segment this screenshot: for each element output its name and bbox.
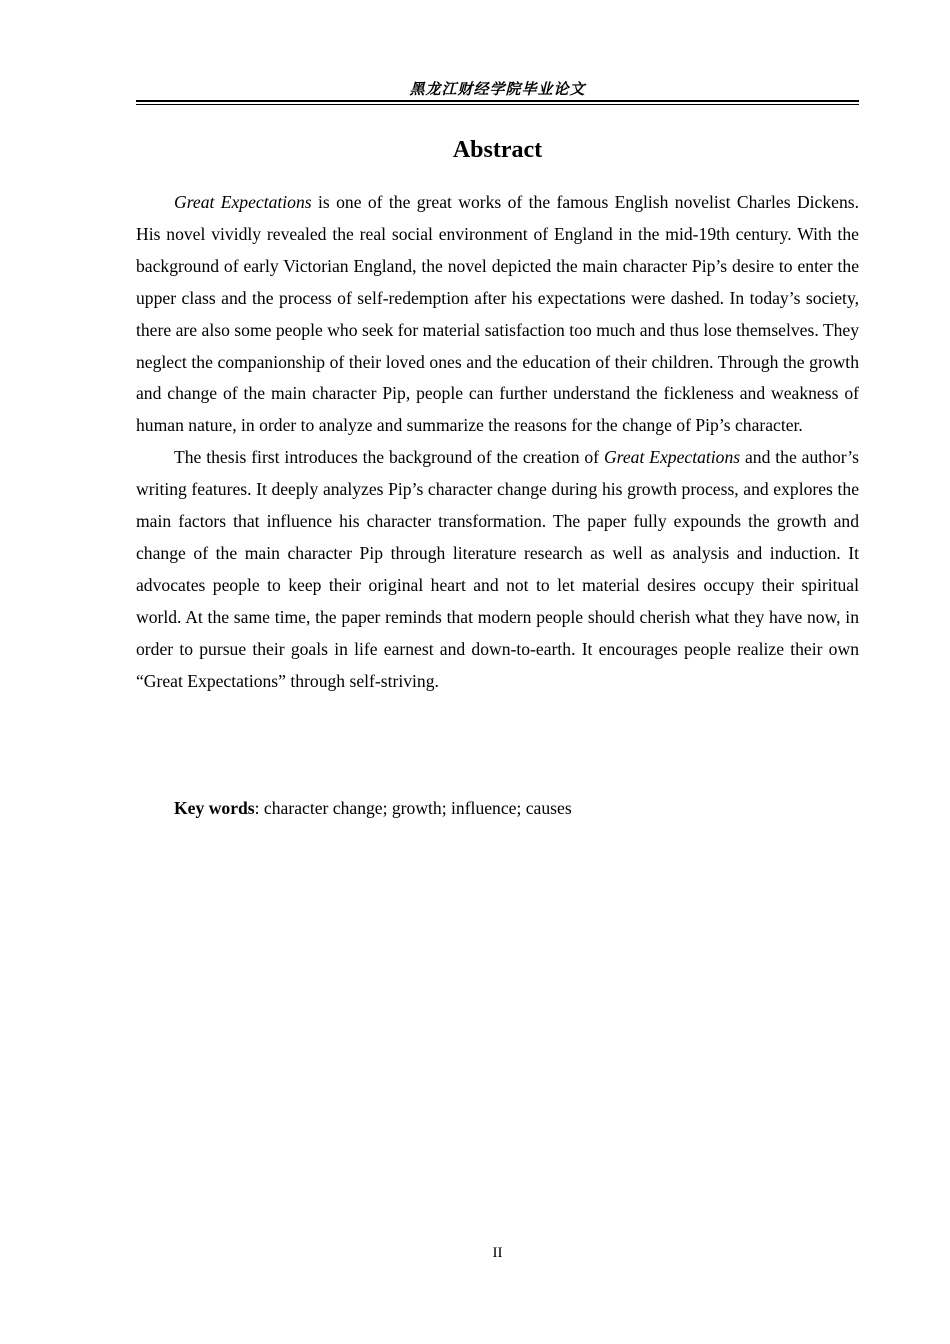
header-rule-thick (136, 100, 859, 102)
paragraph-2-text-after: and the author’s writing features. It deeply analyzes Pip’s character change during his growth process, and explores the main factors that influence his character transformation. The paper fully expounds the growth and change of the main character Pip through literature research as well as analysis and induction. It advocates people to keep their original heart and not to let material desires occupy their spiritual world. At the same time, the paper reminds that modern people should cherish what they have now, in order to pursue their goals in life earnest and down-to-earth. It encourages people realize their own “Great Expectations” through self-striving. (136, 447, 859, 691)
keywords-label: Key words (174, 798, 255, 818)
abstract-title: Abstract (452, 137, 543, 163)
novel-title-italic: Great Expectations (174, 192, 312, 212)
novel-title-italic-2: Great Expectations (603, 447, 741, 468)
keywords-text: : character change; growth; influence; causes (254, 798, 572, 818)
header-rule-thin (136, 104, 859, 105)
abstract-paragraph-2 (136, 442, 859, 697)
keywords-line (174, 793, 859, 825)
page-header (136, 81, 859, 99)
abstract-paragraph-1 (136, 187, 859, 442)
paragraph-2-text-before: The thesis first introduces the background of the creation of (174, 447, 604, 468)
page-number: II (492, 1245, 503, 1261)
paragraph-1-text: is one of the great works of the famous English novelist Charles Dickens. His novel vividly revealed the real social environment of England in the mid-19th century. With the background of early Victorian England, the novel depicted the main character Pip’s desire to enter the upper class and the process of self-redemption after his expectations were dashed. In today’s society, there are also some people who seek for material satisfaction too much and thus lose themselves. They neglect the companionship of their loved ones and the education of their children. Through the growth and change of the main character Pip, people can further understand the fickleness and weakness of human nature, in order to analyze and summarize the reasons for the change of Pip’s character. (136, 192, 860, 436)
abstract-body (136, 187, 859, 698)
header-institution: 黑龙江财经学院毕业论文 (409, 82, 586, 98)
